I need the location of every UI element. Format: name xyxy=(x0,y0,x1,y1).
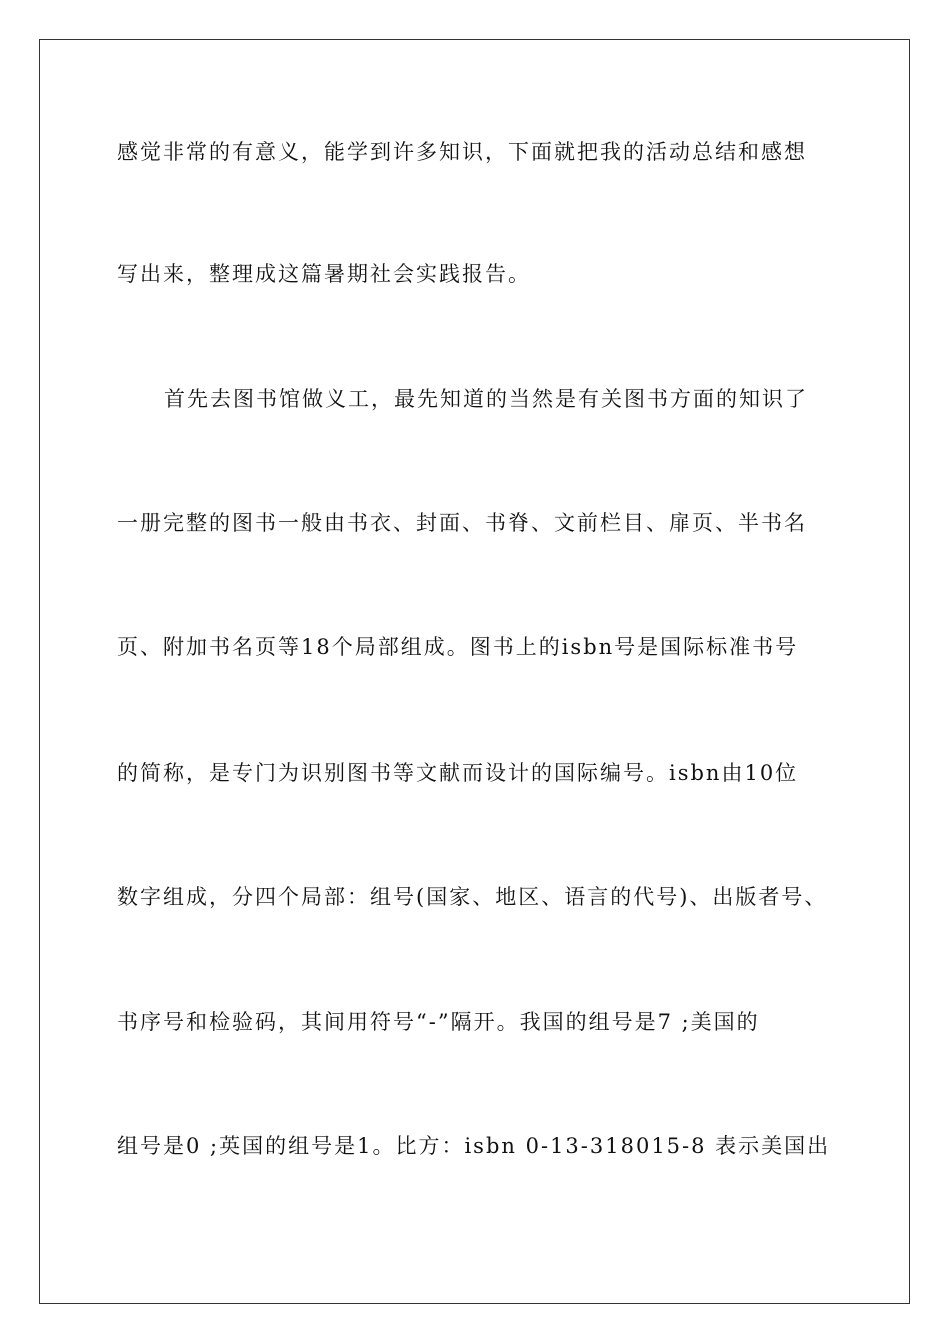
paragraph-line: 组号是0 ;英国的组号是1。比方：isbn 0-13-318015-8 表示美国出 xyxy=(117,1134,831,1158)
paragraph-line: 数字组成，分四个局部：组号(国家、地区、语言的代号)、出版者号、 xyxy=(117,885,828,909)
paragraph-line: 一册完整的图书一般由书衣、封面、书脊、文前栏目、扉页、半书名 xyxy=(117,511,807,535)
paragraph-line: 写出来，整理成这篇暑期社会实践报告。 xyxy=(117,262,531,286)
paragraph-line: 感觉非常的有意义，能学到许多知识，下面就把我的活动总结和感想 xyxy=(117,140,807,164)
paragraph-line: 的简称，是专门为识别图书等文献而设计的国际编号。isbn由10位 xyxy=(117,761,799,785)
page-border xyxy=(39,39,910,1304)
paragraph-line-indented: 首先去图书馆做义工，最先知道的当然是有关图书方面的知识了 xyxy=(164,387,808,411)
paragraph-line: 书序号和检验码，其间用符号“-”隔开。我国的组号是7 ;美国的 xyxy=(117,1010,760,1034)
paragraph-line: 页、附加书名页等18个局部组成。图书上的isbn号是国际标准书号 xyxy=(117,635,799,659)
